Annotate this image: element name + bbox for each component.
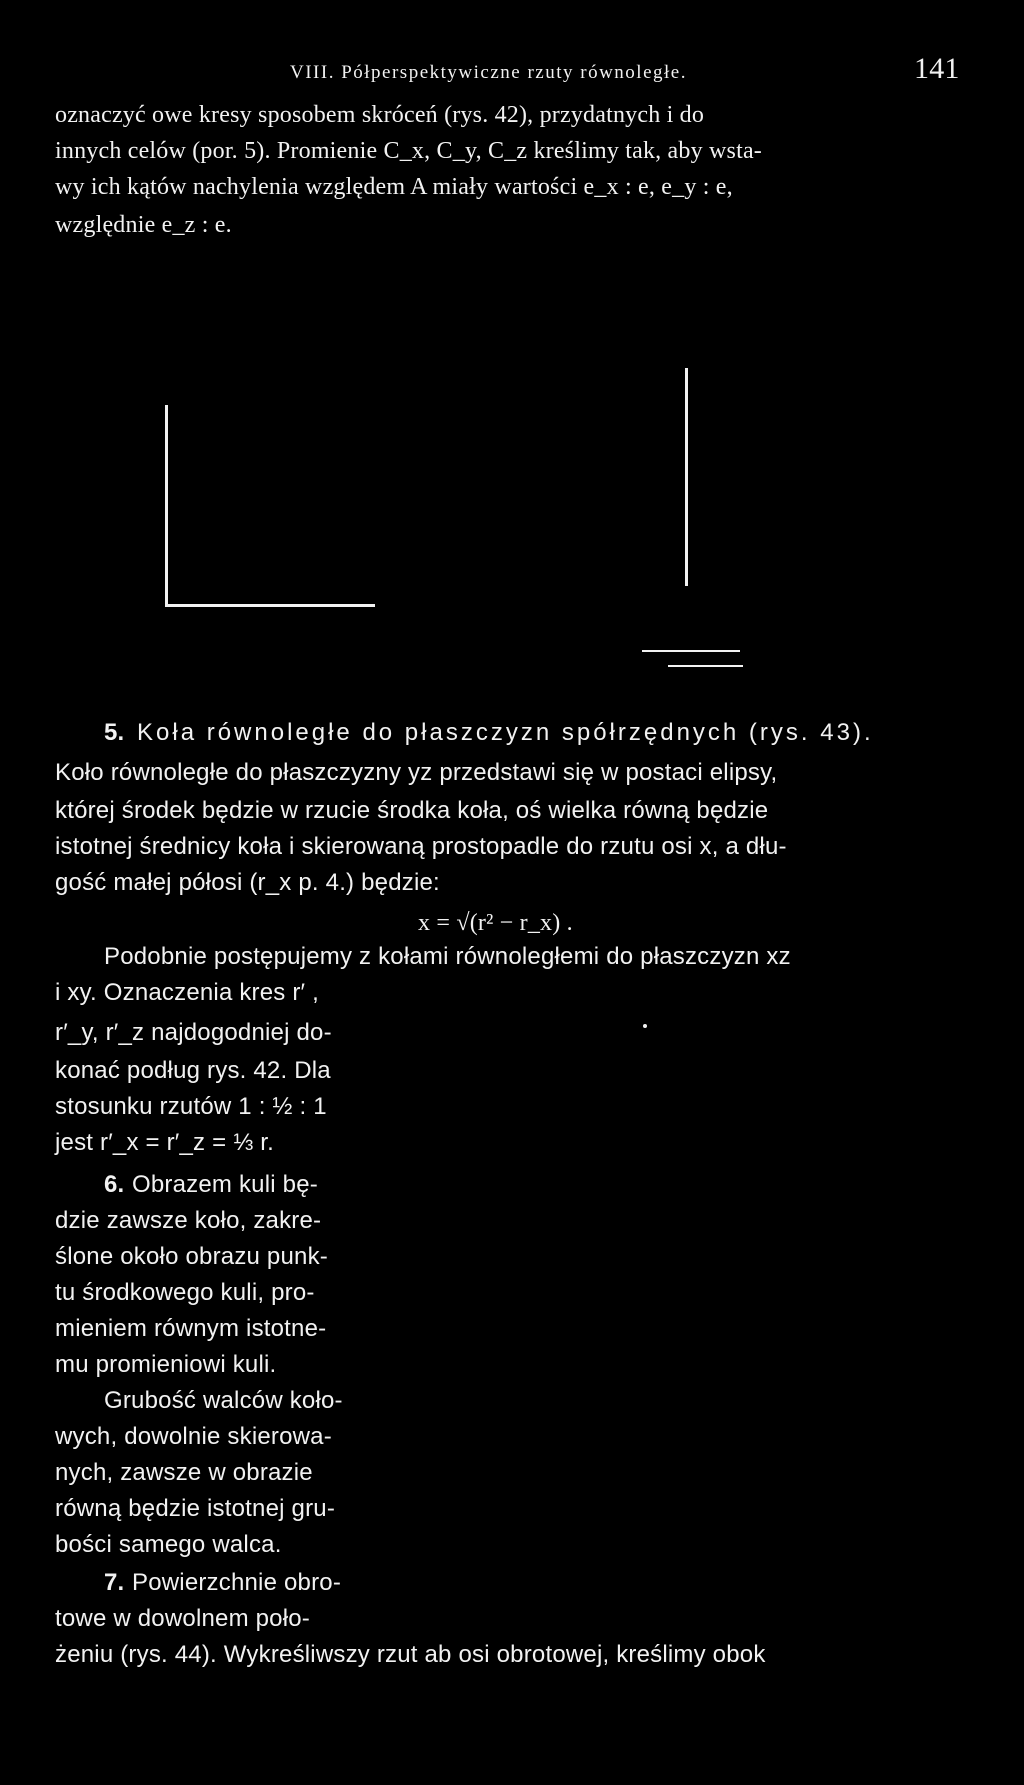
after-line-6: jest r′_x = r′_z = ⅓ r.: [55, 1129, 275, 1156]
figure-right-horizontal-2: [668, 665, 743, 667]
figure-right-vertical: [685, 368, 688, 586]
section6-number: 6.: [104, 1171, 125, 1198]
section5-line-1: Koło równoległe do płaszczyzny yz przedstawi się w postaci elipsy,: [55, 759, 778, 786]
section6-line-10: równą będzie istotnej gru-: [55, 1495, 336, 1522]
running-title: VIII. Półperspektywiczne rzuty równoległe.: [290, 62, 687, 83]
stray-dot: [643, 1024, 647, 1028]
section5-line-3: istotnej średnicy koła i skierowaną prostopadle do rzutu osi x, a dłu-: [55, 833, 787, 860]
section6-line-1: Obrazem kuli bę-: [132, 1171, 318, 1198]
intro-line-1: oznaczyć owe kresy sposobem skróceń (rys. 42), przydatnych i do: [55, 102, 705, 128]
section6-line-3: ślone około obrazu punk-: [55, 1243, 328, 1270]
section6-line-5: mieniem równym istotne-: [55, 1315, 327, 1342]
after-line-5: stosunku rzutów 1 : ½ : 1: [55, 1093, 327, 1120]
figure-right-horizontal-1: [642, 650, 740, 652]
section7-line-1: Powierzchnie obro-: [132, 1569, 342, 1596]
intro-line-2: innych celów (por. 5). Promienie C_x, C_y, C_z kreślimy tak, aby wsta-: [55, 138, 762, 164]
page-number: 141: [914, 52, 960, 85]
section7-line-2: towe w dowolnem poło-: [55, 1605, 310, 1632]
figure-left-horizontal: [165, 604, 375, 607]
intro-line-3: wy ich kątów nachylenia względem A miały wartości e_x : e, e_y : e,: [55, 174, 733, 200]
formula: x = √(r² − r_x) .: [418, 910, 573, 936]
section5-line-2: której środek będzie w rzucie środka koła, oś wielka równą będzie: [55, 797, 769, 824]
section6-line-6: mu promieniowi kuli.: [55, 1351, 277, 1378]
section6-line-7: Grubość walców koło-: [104, 1387, 343, 1414]
section6-line-11: bości samego walca.: [55, 1531, 282, 1558]
section6-line-9: nych, zawsze w obrazie: [55, 1459, 313, 1486]
section5-line-4: gość małej półosi (r_x p. 4.) będzie:: [55, 869, 440, 896]
after-line-2: i xy. Oznaczenia kres r′ ,: [55, 979, 319, 1006]
section5-heading: Koła równoległe do płaszczyzn spółrzędnych (rys. 43).: [137, 719, 874, 746]
after-line-4: konać podług rys. 42. Dla: [55, 1057, 331, 1084]
intro-line-4: względnie e_z : e.: [55, 212, 232, 238]
figure-left-vertical: [165, 405, 168, 607]
section5-number: 5.: [104, 719, 125, 746]
section7-line-3: żeniu (rys. 44). Wykreśliwszy rzut ab osi obrotowej, kreślimy obok: [55, 1641, 766, 1668]
section6-line-2: dzie zawsze koło, zakre-: [55, 1207, 322, 1234]
after-line-1: Podobnie postępujemy z kołami równoległemi do płaszczyzn xz: [104, 943, 791, 970]
section6-line-4: tu środkowego kuli, pro-: [55, 1279, 315, 1306]
section6-line-8: wych, dowolnie skierowa-: [55, 1423, 332, 1450]
after-line-3: r′_y, r′_z najdogodniej do-: [55, 1019, 332, 1046]
section7-number: 7.: [104, 1569, 125, 1596]
